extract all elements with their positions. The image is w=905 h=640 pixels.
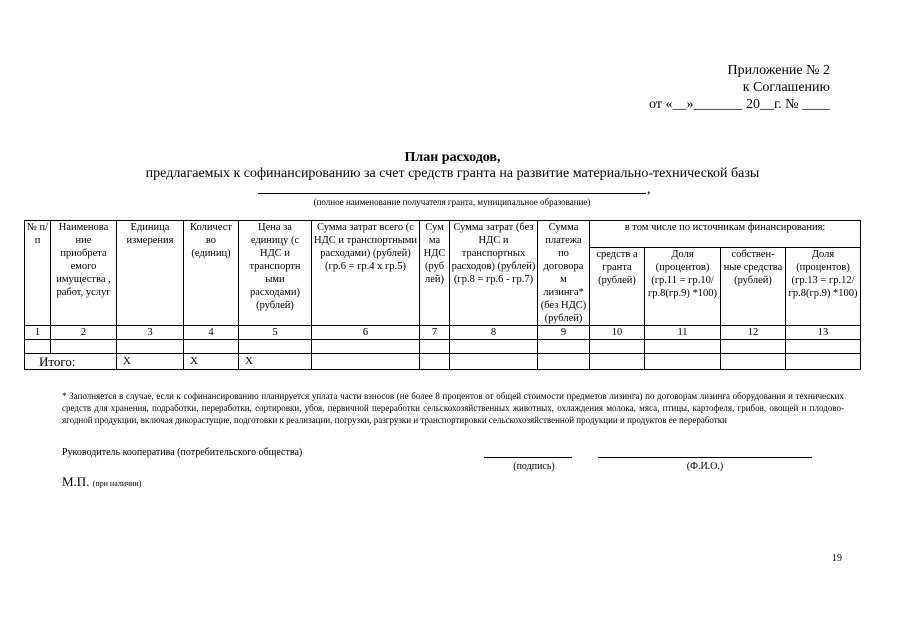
recipient-comma: , (647, 182, 651, 197)
col-num: 6 (312, 326, 420, 340)
table-cell[interactable] (239, 340, 312, 354)
full-name-caption: (Ф.И.О.) (686, 461, 724, 472)
stamp-place (62, 474, 141, 490)
table-cell[interactable] (721, 340, 786, 354)
page-number: 19 (832, 553, 842, 564)
header-c9: Сумма платежа по договора м лизинга* (без НДС) (рублей) (538, 221, 590, 326)
col-num: 2 (51, 326, 117, 340)
header-c13: Доля (процентов) (гр.13 = гр.12/ гр.8(гр.9) *100) (786, 248, 861, 326)
footnote: * Заполняется в случае, если к софинансированию планируется уплата части взносов (не более 8 процентов от общей стоимости предметов лизинга) по договорам лизинга оборудования и технических средств для хранения, подработки, переработки, сортировки, убоя, первичной переработки сельскохозяйственных животных, охлаждения молока, мяса, птицы, картофеля, грибов, овощей и плодово-ягодной продукции, включая дикорастущие, подготовки к реализации, погрузки, разгрузки и транспортировки сельскохозяйственной продукции и продуктов ее переработки (62, 391, 844, 425)
cooperative-head-label: Руководитель кооператива (потребительского общества) (62, 447, 303, 458)
total-label: Итого: (25, 354, 117, 370)
col-num: 1 (25, 326, 51, 340)
signature-caption: (подпись) (513, 461, 555, 472)
total-x-mark: X (184, 354, 239, 370)
table-cell[interactable] (786, 340, 861, 354)
header-c6: Сумма затрат всего (с НДС и транспортными расходами) (рублей) (гр.6 = гр.4 х гр.5) (312, 221, 420, 326)
table-cell[interactable] (184, 340, 239, 354)
total-x-mark: X (117, 354, 184, 370)
appendix-agreement: к Соглашению (742, 80, 830, 95)
appendix-number: Приложение № 2 (727, 63, 830, 78)
col-num: 13 (786, 326, 861, 340)
header-c10: средств а гранта (рублей) (590, 248, 645, 326)
full-name-line[interactable] (598, 457, 812, 458)
table-cell[interactable] (450, 340, 538, 354)
total-cell[interactable] (450, 354, 538, 370)
table-cell[interactable] (645, 340, 721, 354)
total-row (25, 354, 861, 370)
stamp-label: М.П. (62, 474, 90, 489)
total-cell[interactable] (645, 354, 721, 370)
col-num: 8 (450, 326, 538, 340)
header-row-1 (25, 221, 861, 248)
header-c11: Доля (процентов) (гр.11 = гр.10/ гр.8(гр.9) *100) (645, 248, 721, 326)
header-c1: № п/п (25, 221, 51, 326)
header-c5: Цена за единицу (с НДС и транспортн ыми расходами) (рублей) (239, 221, 312, 326)
col-num: 5 (239, 326, 312, 340)
col-num: 11 (645, 326, 721, 340)
total-cell[interactable] (786, 354, 861, 370)
table-cell[interactable] (420, 340, 450, 354)
column-number-row (25, 326, 861, 340)
document-subtitle: предлагаемых к софинансированию за счет средств гранта на развитие материально-технической базы (145, 166, 760, 181)
table-cell[interactable] (51, 340, 117, 354)
header-c8: Сумма затрат (без НДС и транспортных расходов) (рублей) (гр.8 = гр.6 - гр.7) (450, 221, 538, 326)
document-title: План расходов, (404, 150, 501, 165)
col-num: 10 (590, 326, 645, 340)
col-num: 9 (538, 326, 590, 340)
stamp-note: (при наличии) (92, 479, 142, 488)
recipient-name-line[interactable] (258, 193, 646, 194)
total-x-mark: X (239, 354, 312, 370)
total-cell[interactable] (538, 354, 590, 370)
total-cell[interactable] (420, 354, 450, 370)
header-funding-group: в том числе по источникам финансирования: (590, 221, 861, 248)
table-cell[interactable] (25, 340, 51, 354)
header-c3: Единица измерения (117, 221, 184, 326)
header-c2: Наименова ние приобрета емого имущества , работ, услуг (51, 221, 117, 326)
header-c7: Сум ма НДС (руб лей) (420, 221, 450, 326)
recipient-caption: (полное наименование получателя гранта, муниципальное образование) (313, 197, 591, 207)
table-cell[interactable] (117, 340, 184, 354)
col-num: 12 (721, 326, 786, 340)
appendix-header (649, 62, 830, 113)
col-num: 3 (117, 326, 184, 340)
appendix-date-number: от «__»_______ 20__г. № ____ (649, 97, 830, 112)
signature-line[interactable] (484, 457, 572, 458)
table-cell[interactable] (590, 340, 645, 354)
col-num: 4 (184, 326, 239, 340)
col-num: 7 (420, 326, 450, 340)
total-cell[interactable] (721, 354, 786, 370)
total-cell[interactable] (312, 354, 420, 370)
header-c12: собствен- ные средства (рублей) (721, 248, 786, 326)
total-cell[interactable] (590, 354, 645, 370)
table-cell[interactable] (312, 340, 420, 354)
table-cell[interactable] (538, 340, 590, 354)
header-c4: Количест во (единиц) (184, 221, 239, 326)
expense-plan-table (24, 220, 861, 370)
table-row[interactable] (25, 340, 861, 354)
